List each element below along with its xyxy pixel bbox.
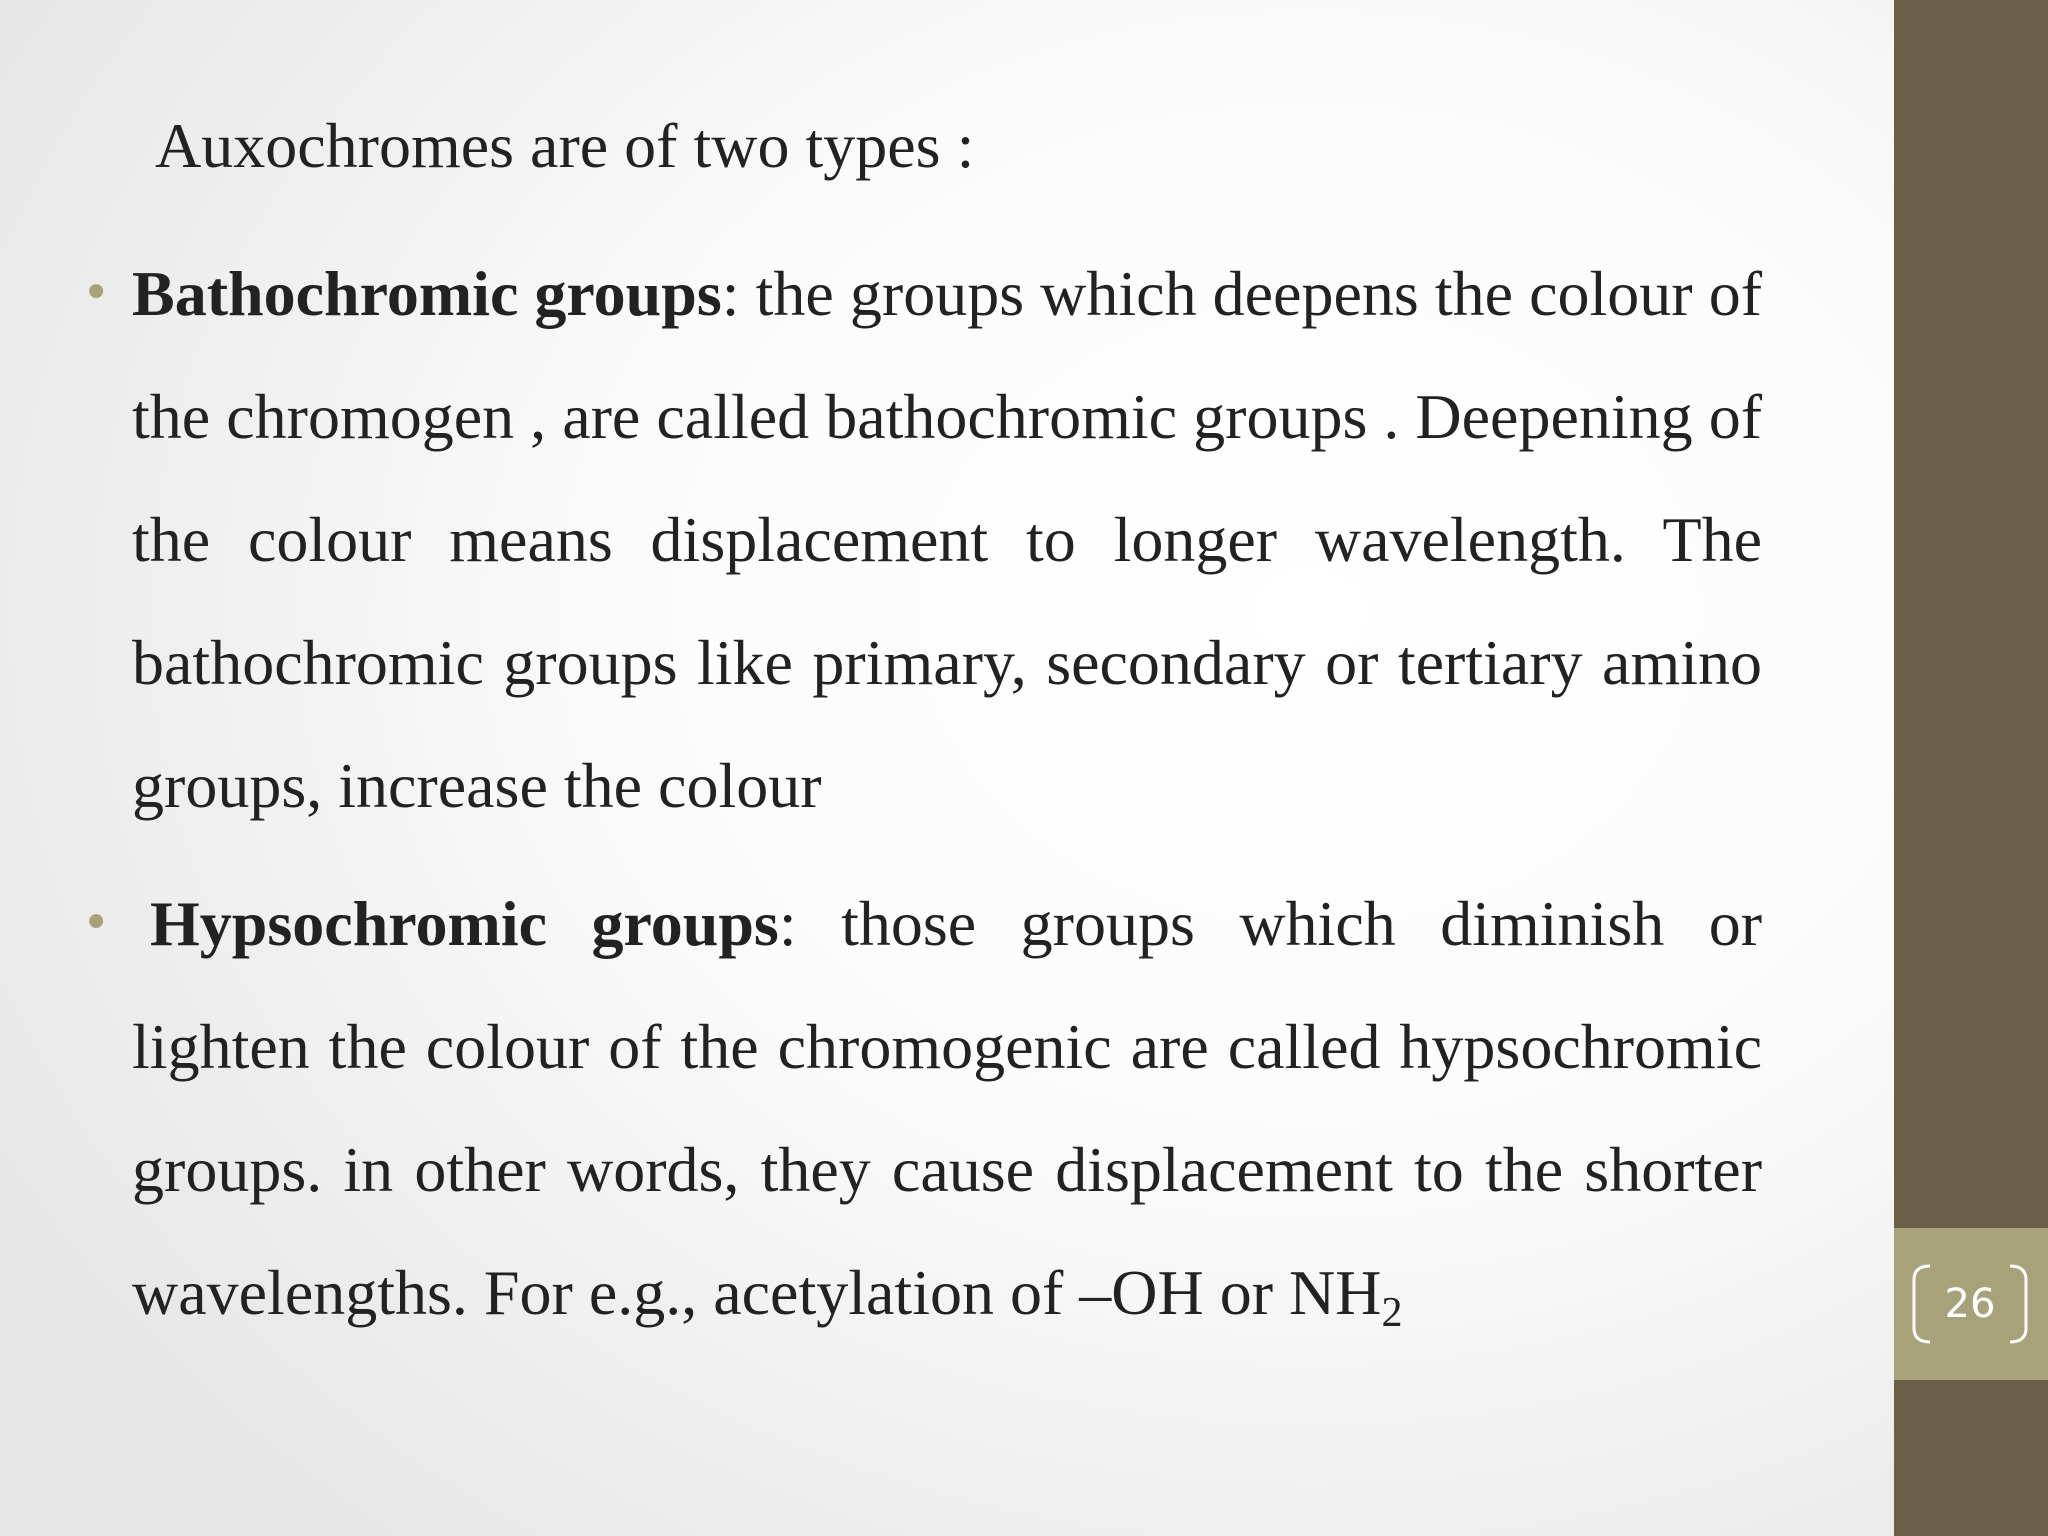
term-hypsochromic: Hypsochromic groups <box>150 888 779 959</box>
definition-bathochromic: : the groups which deepens the colour of the chromogen , are called bathochromic groups . Deepening of the colour means displacement to longer wavelength. The bathochromic groups like primary, secondary or tertiary amino groups, increase the colour <box>132 258 1763 821</box>
page-number: 26 <box>1944 1281 1996 1327</box>
subscript-two: 2 <box>1381 1290 1403 1336</box>
term-bathochromic: Bathochromic groups <box>132 258 722 329</box>
bullet-hypsochromic <box>82 862 1763 1354</box>
bullet-dot-icon: • <box>82 265 111 321</box>
intro-text: Auxochromes are of two types : <box>155 110 975 181</box>
bullet-bathochromic <box>82 232 1763 847</box>
definition-hypsochromic: : those groups which diminish or lighten the colour of the chromogenic are called hypsochromic groups. in other words, they cause displacement to the shorter wavelengths. For e.g., acetylation of –OH or NH <box>132 888 1763 1328</box>
bullet-dot-icon: • <box>82 895 111 951</box>
